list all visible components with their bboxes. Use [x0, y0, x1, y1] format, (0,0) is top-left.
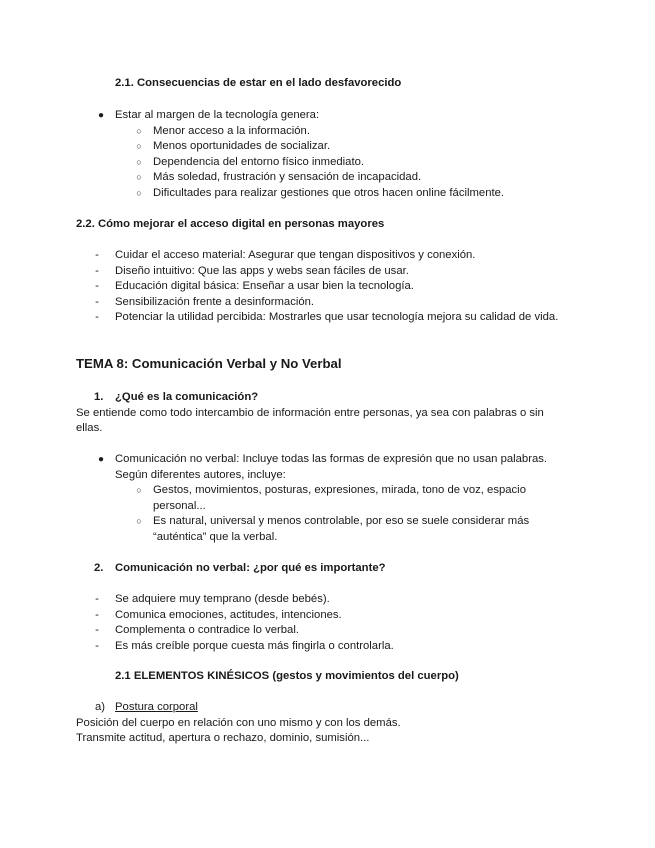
list-item: Estar al margen de la tecnología genera: — [115, 109, 320, 121]
list-item: Más soledad, frustración y sensación de incapacidad. — [153, 171, 422, 183]
list-item: Es natural, universal y menos controlable, por eso se suele considerar más — [153, 515, 530, 527]
bullet-dash: - — [95, 639, 99, 652]
bullet-circle-icon: ○ — [136, 125, 142, 136]
list-item-continuation: personal... — [153, 499, 206, 512]
bullet-circle-icon: ○ — [136, 516, 142, 526]
bullet-dash: - — [95, 264, 99, 277]
kinesic-heading: 2.1 ELEMENTOS KINÉSICOS (gestos y movimientos del cuerpo) — [115, 670, 459, 682]
list-item: Gestos, movimientos, posturas, expresiones, mirada, tono de voz, espacio — [153, 484, 526, 496]
bullet-circle-icon: ○ — [136, 187, 142, 198]
bullet-dash: - — [95, 249, 99, 261]
postura-marker: a) — [95, 701, 106, 713]
bullet-circle-icon: ○ — [136, 172, 142, 182]
bullet-circle-icon: ○ — [136, 156, 142, 167]
list-item: Comunica emociones, actitudes, intenciones. — [115, 608, 342, 621]
q2-number: 2. — [94, 562, 104, 574]
list-item: Es más creíble porque cuesta más fingirla o controlarla. — [115, 639, 394, 652]
bullet-dot-icon: ● — [97, 110, 105, 121]
definition-line: Se entiende como todo intercambio de información entre personas, ya sea con palabras o sin — [76, 406, 544, 419]
list-item: Menor acceso a la información. — [153, 124, 310, 137]
bullet-dash: - — [95, 593, 99, 605]
bullet-dash: - — [95, 311, 99, 323]
bullet-dash: - — [95, 280, 99, 292]
bullet-circle-icon: ○ — [136, 141, 142, 151]
q1-number: 1. — [94, 391, 104, 403]
list-item: Diseño intuitivo: Que las apps y webs sean fáciles de usar. — [115, 264, 409, 277]
section-2-2-heading: 2.2. Cómo mejorar el acceso digital en personas mayores — [76, 218, 385, 230]
section-2-1-heading: 2.1. Consecuencias de estar en el lado desfavorecido — [115, 77, 402, 89]
list-item: Se adquiere muy temprano (desde bebés). — [115, 593, 330, 605]
list-item-continuation: Según diferentes autores, incluye: — [115, 468, 286, 481]
list-item: Cuidar el acceso material: Asegurar que tengan dispositivos y conexión. — [115, 249, 476, 261]
bullet-dash: - — [95, 295, 99, 308]
postura-line: Transmite actitud, apertura o rechazo, dominio, sumisión... — [76, 732, 370, 744]
postura-heading: Postura corporal — [115, 701, 198, 713]
list-item-continuation: “auténtica” que la verbal. — [153, 530, 278, 543]
q2-heading: Comunicación no verbal: ¿por qué es importante? — [115, 562, 386, 574]
list-item: Sensibilización frente a desinformación. — [115, 295, 315, 308]
definition-line: ellas. — [76, 422, 103, 434]
list-item: Comunicación no verbal: Incluye todas las formas de expresión que no usan palabras. — [115, 453, 548, 465]
tema-8-title: TEMA 8: Comunicación Verbal y No Verbal — [76, 356, 342, 371]
bullet-circle-icon: ○ — [136, 485, 142, 495]
list-item: Complementa o contradice lo verbal. — [115, 624, 299, 636]
list-item: Dificultades para realizar gestiones que otros hacen online fácilmente. — [153, 186, 505, 199]
list-item: Educación digital básica: Enseñar a usar bien la tecnología. — [115, 280, 414, 292]
list-item: Menos oportunidades de socializar. — [153, 140, 331, 152]
list-item: Potenciar la utilidad percibida: Mostrarles que usar tecnología mejora su calidad de vida. — [115, 311, 559, 323]
bullet-dash: - — [95, 624, 99, 636]
bullet-dash: - — [95, 608, 99, 621]
postura-line: Posición del cuerpo en relación con uno mismo y con los demás. — [76, 716, 401, 729]
list-item: Dependencia del entorno físico inmediato. — [153, 155, 365, 168]
bullet-dot-icon: ● — [97, 454, 105, 465]
q1-heading: ¿Qué es la comunicación? — [115, 391, 259, 403]
